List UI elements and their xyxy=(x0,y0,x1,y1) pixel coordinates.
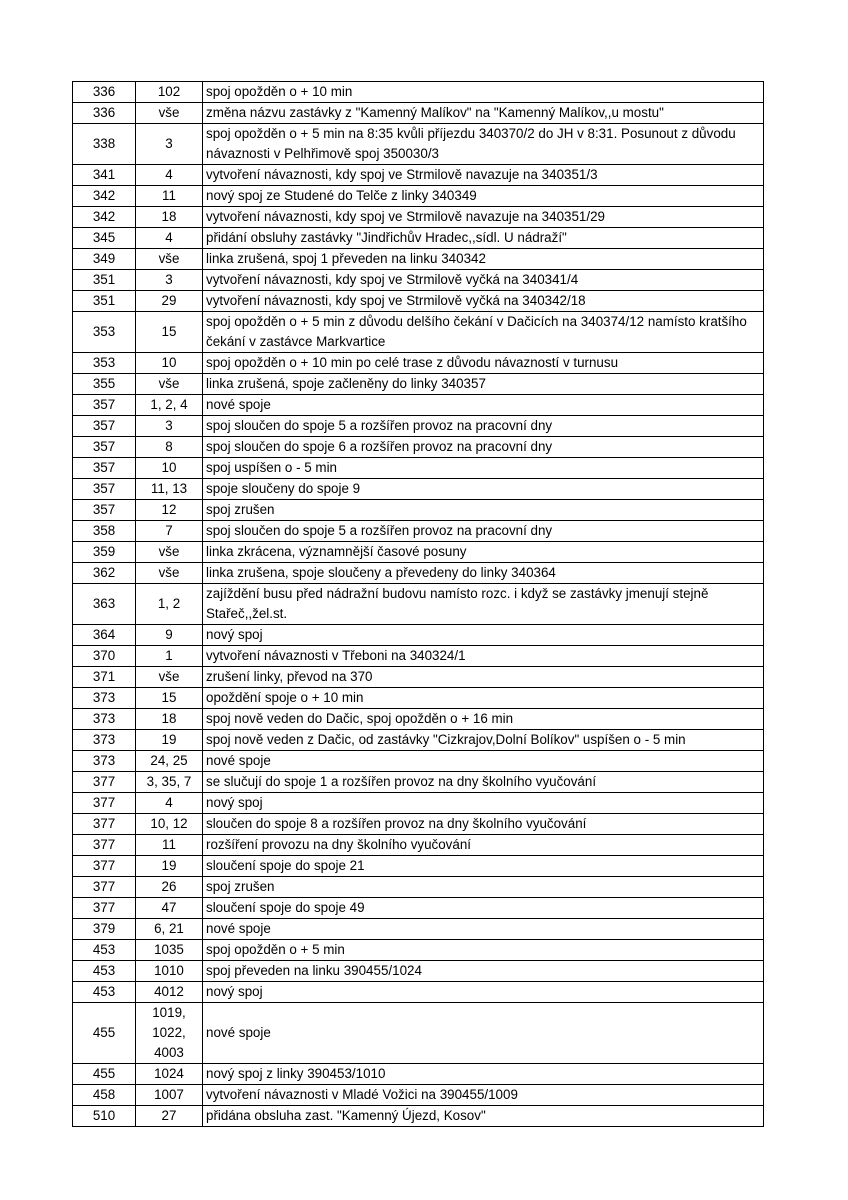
change-description-cell: spoj opožděn o + 10 min po celé trase z důvodu návazností v turnusu xyxy=(203,353,764,374)
line-number-cell: 377 xyxy=(73,835,136,856)
change-description-cell: zajíždění busu před nádražní budovu namísto rozc. i když se zastávky jmenují stejně Stařeč,,žel.st. xyxy=(203,584,764,625)
change-description-cell: vytvoření návaznosti v Třeboni na 340324/1 xyxy=(203,646,764,667)
connection-cell: 47 xyxy=(136,898,203,919)
table-row xyxy=(73,270,764,291)
line-number-cell: 373 xyxy=(73,730,136,751)
line-number-cell: 379 xyxy=(73,919,136,940)
connection-cell: vše xyxy=(136,667,203,688)
change-description-cell: vytvoření návaznosti, kdy spoj ve Strmilově navazuje na 340351/29 xyxy=(203,207,764,228)
line-number-cell: 377 xyxy=(73,793,136,814)
connection-cell: 26 xyxy=(136,877,203,898)
changes-table-body xyxy=(73,82,764,1127)
connection-cell: 4 xyxy=(136,793,203,814)
connection-cell: 1024 xyxy=(136,1064,203,1085)
connection-cell: 4 xyxy=(136,165,203,186)
table-row xyxy=(73,919,764,940)
change-description-cell: spoj nově veden do Dačic, spoj opožděn o + 16 min xyxy=(203,709,764,730)
table-row xyxy=(73,228,764,249)
connection-cell: 7 xyxy=(136,521,203,542)
change-description-cell: nový spoj xyxy=(203,625,764,646)
line-number-cell: 338 xyxy=(73,124,136,165)
change-description-cell: spoj opožděn o + 10 min xyxy=(203,82,764,103)
connection-cell: 8 xyxy=(136,437,203,458)
table-row xyxy=(73,625,764,646)
connection-cell: 18 xyxy=(136,709,203,730)
line-number-cell: 342 xyxy=(73,186,136,207)
line-number-cell: 455 xyxy=(73,1064,136,1085)
table-row xyxy=(73,1085,764,1106)
table-row xyxy=(73,124,764,165)
line-number-cell: 345 xyxy=(73,228,136,249)
change-description-cell: linka zrušena, spoje sloučeny a převedeny do linky 340364 xyxy=(203,563,764,584)
connection-cell: 19 xyxy=(136,856,203,877)
connection-cell: 1007 xyxy=(136,1085,203,1106)
table-row xyxy=(73,416,764,437)
connection-cell: 27 xyxy=(136,1106,203,1127)
connection-cell: 1035 xyxy=(136,940,203,961)
change-description-cell: se slučují do spoje 1 a rozšířen provoz na dny školního vyučování xyxy=(203,772,764,793)
change-description-cell: sloučení spoje do spoje 49 xyxy=(203,898,764,919)
line-number-cell: 357 xyxy=(73,500,136,521)
line-number-cell: 357 xyxy=(73,458,136,479)
connection-cell: 24, 25 xyxy=(136,751,203,772)
connection-cell: 10 xyxy=(136,458,203,479)
table-row xyxy=(73,961,764,982)
connection-cell: vše xyxy=(136,103,203,124)
table-row xyxy=(73,772,764,793)
connection-cell: 1, 2, 4 xyxy=(136,395,203,416)
change-description-cell: spoj zrušen xyxy=(203,877,764,898)
line-number-cell: 377 xyxy=(73,772,136,793)
connection-cell: 6, 21 xyxy=(136,919,203,940)
table-row xyxy=(73,940,764,961)
table-row xyxy=(73,186,764,207)
change-description-cell: spoje sloučeny do spoje 9 xyxy=(203,479,764,500)
change-description-cell: nový spoj xyxy=(203,793,764,814)
line-number-cell: 336 xyxy=(73,103,136,124)
line-number-cell: 455 xyxy=(73,1003,136,1064)
line-number-cell: 458 xyxy=(73,1085,136,1106)
connection-cell: vše xyxy=(136,374,203,395)
changes-table xyxy=(72,81,764,1127)
change-description-cell: vytvoření návaznosti v Mladé Vožici na 390455/1009 xyxy=(203,1085,764,1106)
connection-cell: 11 xyxy=(136,186,203,207)
line-number-cell: 377 xyxy=(73,856,136,877)
connection-cell: 11, 13 xyxy=(136,479,203,500)
line-number-cell: 373 xyxy=(73,688,136,709)
line-number-cell: 363 xyxy=(73,584,136,625)
table-row xyxy=(73,312,764,353)
connection-cell: 18 xyxy=(136,207,203,228)
table-row xyxy=(73,898,764,919)
connection-cell: 11 xyxy=(136,835,203,856)
change-description-cell: sloučen do spoje 8 a rozšířen provoz na dny školního vyučování xyxy=(203,814,764,835)
table-row xyxy=(73,207,764,228)
line-number-cell: 351 xyxy=(73,291,136,312)
line-number-cell: 357 xyxy=(73,479,136,500)
line-number-cell: 510 xyxy=(73,1106,136,1127)
change-description-cell: nové spoje xyxy=(203,919,764,940)
connection-cell: 1 xyxy=(136,646,203,667)
connection-cell: 12 xyxy=(136,500,203,521)
table-row xyxy=(73,877,764,898)
change-description-cell: nové spoje xyxy=(203,751,764,772)
connection-cell: 19 xyxy=(136,730,203,751)
connection-cell: 9 xyxy=(136,625,203,646)
change-description-cell: nový spoj ze Studené do Telče z linky 340349 xyxy=(203,186,764,207)
change-description-cell: spoj opožděn o + 5 min na 8:35 kvůli příjezdu 340370/2 do JH v 8:31. Posunout z důvodu návaznosti v Pelhřimově spoj 350030/3 xyxy=(203,124,764,165)
connection-cell: 102 xyxy=(136,82,203,103)
connection-cell: 4012 xyxy=(136,982,203,1003)
connection-cell: 10, 12 xyxy=(136,814,203,835)
line-number-cell: 359 xyxy=(73,542,136,563)
change-description-cell: vytvoření návaznosti, kdy spoj ve Strmilově vyčká na 340342/18 xyxy=(203,291,764,312)
line-number-cell: 353 xyxy=(73,353,136,374)
change-description-cell: linka zkrácena, významnější časové posuny xyxy=(203,542,764,563)
change-description-cell: přidání obsluhy zastávky "Jindřichův Hradec,,sídl. U nádraží" xyxy=(203,228,764,249)
line-number-cell: 453 xyxy=(73,940,136,961)
table-row xyxy=(73,667,764,688)
table-row xyxy=(73,1003,764,1064)
table-row xyxy=(73,835,764,856)
change-description-cell: vytvoření návaznosti, kdy spoj ve Strmilově navazuje na 340351/3 xyxy=(203,165,764,186)
change-description-cell: zrušení linky, převod na 370 xyxy=(203,667,764,688)
table-row xyxy=(73,1106,764,1127)
line-number-cell: 373 xyxy=(73,709,136,730)
change-description-cell: spoj uspíšen o - 5 min xyxy=(203,458,764,479)
table-row xyxy=(73,646,764,667)
change-description-cell: spoj sloučen do spoje 6 a rozšířen provoz na pracovní dny xyxy=(203,437,764,458)
connection-cell: 1, 2 xyxy=(136,584,203,625)
table-row xyxy=(73,437,764,458)
line-number-cell: 358 xyxy=(73,521,136,542)
change-description-cell: spoj sloučen do spoje 5 a rozšířen provoz na pracovní dny xyxy=(203,416,764,437)
table-row xyxy=(73,374,764,395)
line-number-cell: 362 xyxy=(73,563,136,584)
table-row xyxy=(73,730,764,751)
connection-cell: 3, 35, 7 xyxy=(136,772,203,793)
change-description-cell: nové spoje xyxy=(203,395,764,416)
change-description-cell: nové spoje xyxy=(203,1003,764,1064)
line-number-cell: 357 xyxy=(73,395,136,416)
table-row xyxy=(73,856,764,877)
line-number-cell: 342 xyxy=(73,207,136,228)
change-description-cell: sloučení spoje do spoje 21 xyxy=(203,856,764,877)
change-description-cell: linka zrušená, spoje začleněny do linky 340357 xyxy=(203,374,764,395)
connection-cell: vše xyxy=(136,563,203,584)
table-row xyxy=(73,542,764,563)
line-number-cell: 364 xyxy=(73,625,136,646)
connection-cell: 1010 xyxy=(136,961,203,982)
line-number-cell: 351 xyxy=(73,270,136,291)
line-number-cell: 377 xyxy=(73,814,136,835)
change-description-cell: změna názvu zastávky z "Kamenný Malíkov" na "Kamenný Malíkov,,u mostu" xyxy=(203,103,764,124)
change-description-cell: spoj nově veden z Dačic, od zastávky "Cizkrajov,Dolní Bolíkov" uspíšen o - 5 min xyxy=(203,730,764,751)
change-description-cell: spoj převeden na linku 390455/1024 xyxy=(203,961,764,982)
line-number-cell: 355 xyxy=(73,374,136,395)
line-number-cell: 357 xyxy=(73,416,136,437)
line-number-cell: 341 xyxy=(73,165,136,186)
connection-cell: vše xyxy=(136,542,203,563)
change-description-cell: nový spoj z linky 390453/1010 xyxy=(203,1064,764,1085)
table-row xyxy=(73,1064,764,1085)
change-description-cell: vytvoření návaznosti, kdy spoj ve Strmilově vyčká na 340341/4 xyxy=(203,270,764,291)
change-description-cell: spoj zrušen xyxy=(203,500,764,521)
change-description-cell: opoždění spoje o + 10 min xyxy=(203,688,764,709)
table-row xyxy=(73,584,764,625)
line-number-cell: 357 xyxy=(73,437,136,458)
line-number-cell: 377 xyxy=(73,877,136,898)
connection-cell: 3 xyxy=(136,416,203,437)
connection-cell: 10 xyxy=(136,353,203,374)
table-row xyxy=(73,395,764,416)
connection-cell: 1019, 1022, 4003 xyxy=(136,1003,203,1064)
change-description-cell: spoj opožděn o + 5 min xyxy=(203,940,764,961)
line-number-cell: 370 xyxy=(73,646,136,667)
connection-cell: 15 xyxy=(136,688,203,709)
connection-cell: 3 xyxy=(136,270,203,291)
table-row xyxy=(73,291,764,312)
line-number-cell: 453 xyxy=(73,961,136,982)
table-row xyxy=(73,103,764,124)
line-number-cell: 373 xyxy=(73,751,136,772)
change-description-cell: přidána obsluha zast. "Kamenný Újezd, Kosov" xyxy=(203,1106,764,1127)
table-row xyxy=(73,688,764,709)
line-number-cell: 377 xyxy=(73,898,136,919)
line-number-cell: 371 xyxy=(73,667,136,688)
change-description-cell: rozšíření provozu na dny školního vyučování xyxy=(203,835,764,856)
line-number-cell: 336 xyxy=(73,82,136,103)
table-row xyxy=(73,982,764,1003)
line-number-cell: 453 xyxy=(73,982,136,1003)
table-row xyxy=(73,249,764,270)
connection-cell: 15 xyxy=(136,312,203,353)
change-description-cell: nový spoj xyxy=(203,982,764,1003)
table-row xyxy=(73,353,764,374)
line-number-cell: 353 xyxy=(73,312,136,353)
table-row xyxy=(73,793,764,814)
table-row xyxy=(73,814,764,835)
change-description-cell: spoj opožděn o + 5 min z důvodu delšího čekání v Dačicích na 340374/12 namísto kratšího čekání v zastávce Markvartice xyxy=(203,312,764,353)
table-row xyxy=(73,751,764,772)
connection-cell: 29 xyxy=(136,291,203,312)
table-row xyxy=(73,563,764,584)
table-row xyxy=(73,82,764,103)
table-row xyxy=(73,479,764,500)
change-description-cell: linka zrušená, spoj 1 převeden na linku 340342 xyxy=(203,249,764,270)
table-row xyxy=(73,165,764,186)
connection-cell: 3 xyxy=(136,124,203,165)
table-row xyxy=(73,709,764,730)
connection-cell: 4 xyxy=(136,228,203,249)
change-description-cell: spoj sloučen do spoje 5 a rozšířen provoz na pracovní dny xyxy=(203,521,764,542)
line-number-cell: 349 xyxy=(73,249,136,270)
table-row xyxy=(73,458,764,479)
table-row xyxy=(73,521,764,542)
table-row xyxy=(73,500,764,521)
connection-cell: vše xyxy=(136,249,203,270)
